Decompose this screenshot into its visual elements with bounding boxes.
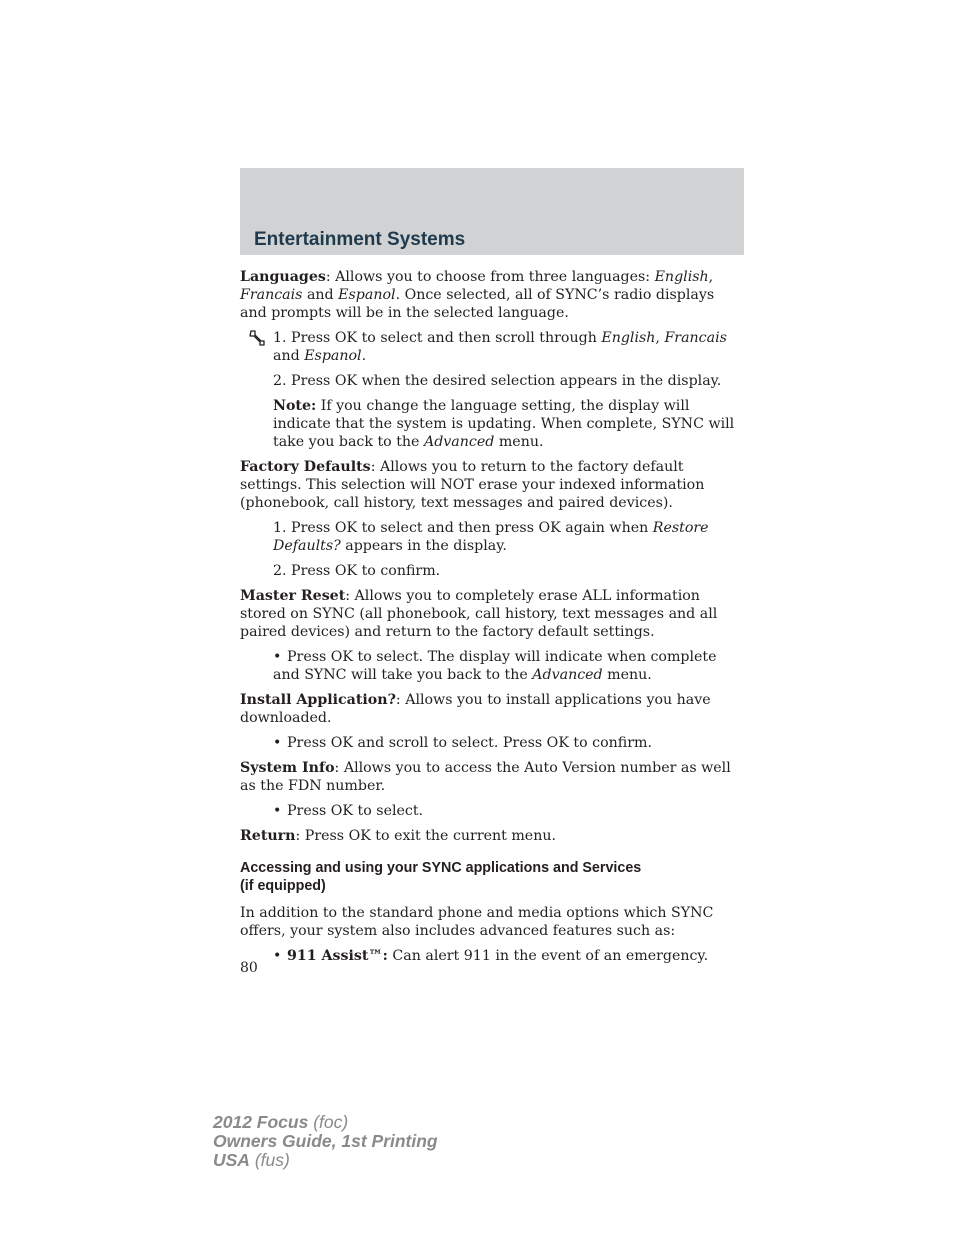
document-footer	[213, 1113, 438, 1170]
languages-step-1: 1. Press OK to select and then scroll through English, Francais and Espanol.	[273, 330, 727, 364]
page-content	[240, 268, 744, 972]
install-application-bullet: • Press OK and scroll to select. Press OK to confirm.	[273, 735, 653, 751]
assist-911-bullet: • 911 Assist™: Can alert 911 in the event of an emergency.	[273, 948, 709, 964]
install-application-paragraph: Install Application?: Allows you to install applications you have downloaded.	[240, 692, 711, 726]
footer-line-3: USA (fus)	[213, 1150, 290, 1170]
factory-step-2: 2. Press OK to confirm.	[273, 563, 441, 579]
sync-intro-paragraph: In addition to the standard phone and media options which SYNC offers, your system also includes advanced features such as:	[240, 905, 714, 939]
sync-applications-heading: Accessing and using your SYNC applications and Services (if equipped)	[240, 860, 642, 894]
factory-step-1: 1. Press OK to select and then press OK again when Restore Defaults? appears in the display.	[273, 520, 709, 554]
section-header-band	[240, 168, 744, 255]
footer-line-1: 2012 Focus (foc)	[213, 1112, 349, 1132]
wrench-icon	[248, 329, 266, 347]
languages-note: Note: If you change the language setting, the display will indicate that the system is updating. When complete, SYNC will take you back to the Advanced menu.	[273, 398, 735, 450]
master-reset-bullet: • Press OK to select. The display will indicate when complete and SYNC will take you back to the Advanced menu.	[273, 649, 717, 683]
page-number: 80	[240, 960, 258, 976]
languages-term: Languages	[240, 269, 326, 285]
factory-defaults-paragraph: Factory Defaults: Allows you to return to the factory default settings. This selection will NOT erase your indexed information (phonebook, call history, text messages and paired devices).	[240, 459, 705, 511]
languages-step-2: 2. Press OK when the desired selection appears in the display.	[273, 373, 722, 389]
languages-paragraph: Languages: Allows you to choose from three languages: English, Francais and Espanol. Once selected, all of SYNC’s radio displays and prompts will be in the selected language.	[240, 269, 715, 321]
return-paragraph: Return: Press OK to exit the current menu.	[240, 828, 556, 844]
section-title: Entertainment Systems	[254, 229, 466, 250]
footer-line-2: Owners Guide, 1st Printing	[213, 1131, 438, 1151]
master-reset-paragraph: Master Reset: Allows you to completely erase ALL information stored on SYNC (all phonebook, call history, text messages and all paired devices) and return to the factory default settings.	[240, 588, 718, 640]
system-info-paragraph: System Info: Allows you to access the Auto Version number as well as the FDN number.	[240, 760, 731, 794]
system-info-bullet: • Press OK to select.	[273, 803, 424, 819]
languages-steps	[240, 329, 744, 365]
